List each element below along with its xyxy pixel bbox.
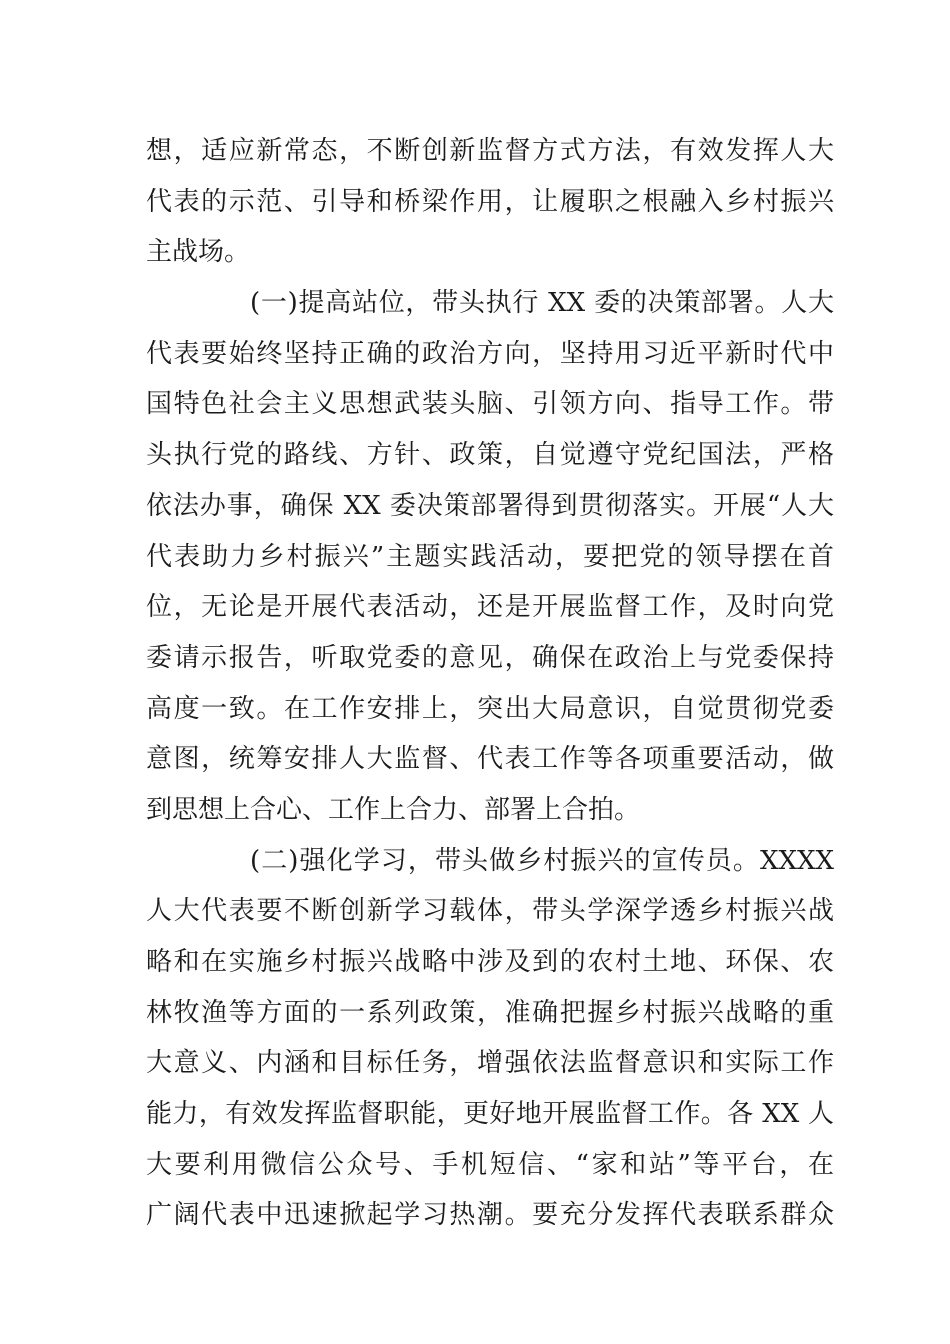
text-line: 人大代表要不断创新学习载体，带头学深学透乡村振兴战 — [146, 896, 834, 927]
text-line: 林牧渔等方面的一系列政策，准确把握乡村振兴战略的重 — [146, 997, 834, 1028]
text-line: 代表的示范、引导和桥梁作用，让履职之根融入乡村振兴 — [146, 186, 834, 217]
text-line: 头执行党的路线、方针、政策，自觉遵守党纪国法，严格 — [146, 440, 834, 471]
text-line: 想，适应新常态，不断创新监督方式方法，有效发挥人大 — [146, 136, 834, 166]
paragraph — [146, 126, 834, 278]
text-line: 能力，有效发挥监督职能，更好地开展监督工作。各 XX 人 — [146, 1099, 834, 1130]
text-line: 国特色社会主义思想武装头脑、引领方向、指导工作。带 — [146, 389, 834, 420]
text-line: 位，无论是开展代表活动，还是开展监督工作，及时向党 — [146, 592, 834, 623]
text-line: (一)提高站位，带头执行 XX 委的决策部署。人大 — [250, 288, 834, 319]
text-line: 代表助力乡村振兴”主题实践活动，要把党的领导摆在首 — [146, 541, 834, 572]
text-line: 略和在实施乡村振兴战略中涉及到的农村土地、环保、农 — [146, 947, 834, 977]
text-line: (二)强化学习，带头做乡村振兴的宣传员。XXXX — [250, 845, 834, 876]
text-line: 广阔代表中迅速掀起学习热潮。要充分发挥代表联系群众 — [146, 1200, 834, 1231]
text-line: 委请示报告，听取党委的意见，确保在政治上与党委保持 — [146, 642, 834, 673]
document-body — [146, 126, 834, 1241]
text-line: 代表要始终坚持正确的政治方向，坚持用习近平新时代中 — [146, 338, 834, 369]
paragraph — [146, 278, 834, 836]
text-line: 到思想上合心、工作上合力、部署上合拍。 — [146, 794, 641, 825]
text-line: 大要利用微信公众号、手机短信、“家和站”等平台，在 — [146, 1149, 834, 1180]
text-line: 意图，统筹安排人大监督、代表工作等各项重要活动，做 — [146, 744, 834, 775]
text-line: 主战场。 — [146, 237, 251, 268]
text-line: 高度一致。在工作安排上，突出大局意识，自觉贯彻党委 — [146, 693, 834, 724]
text-line: 大意义、内涵和目标任务，增强依法监督意识和实际工作 — [146, 1048, 834, 1079]
paragraph — [146, 836, 834, 1242]
text-line: 依法办事，确保 XX 委决策部署得到贯彻落实。开展“人大 — [146, 490, 834, 521]
